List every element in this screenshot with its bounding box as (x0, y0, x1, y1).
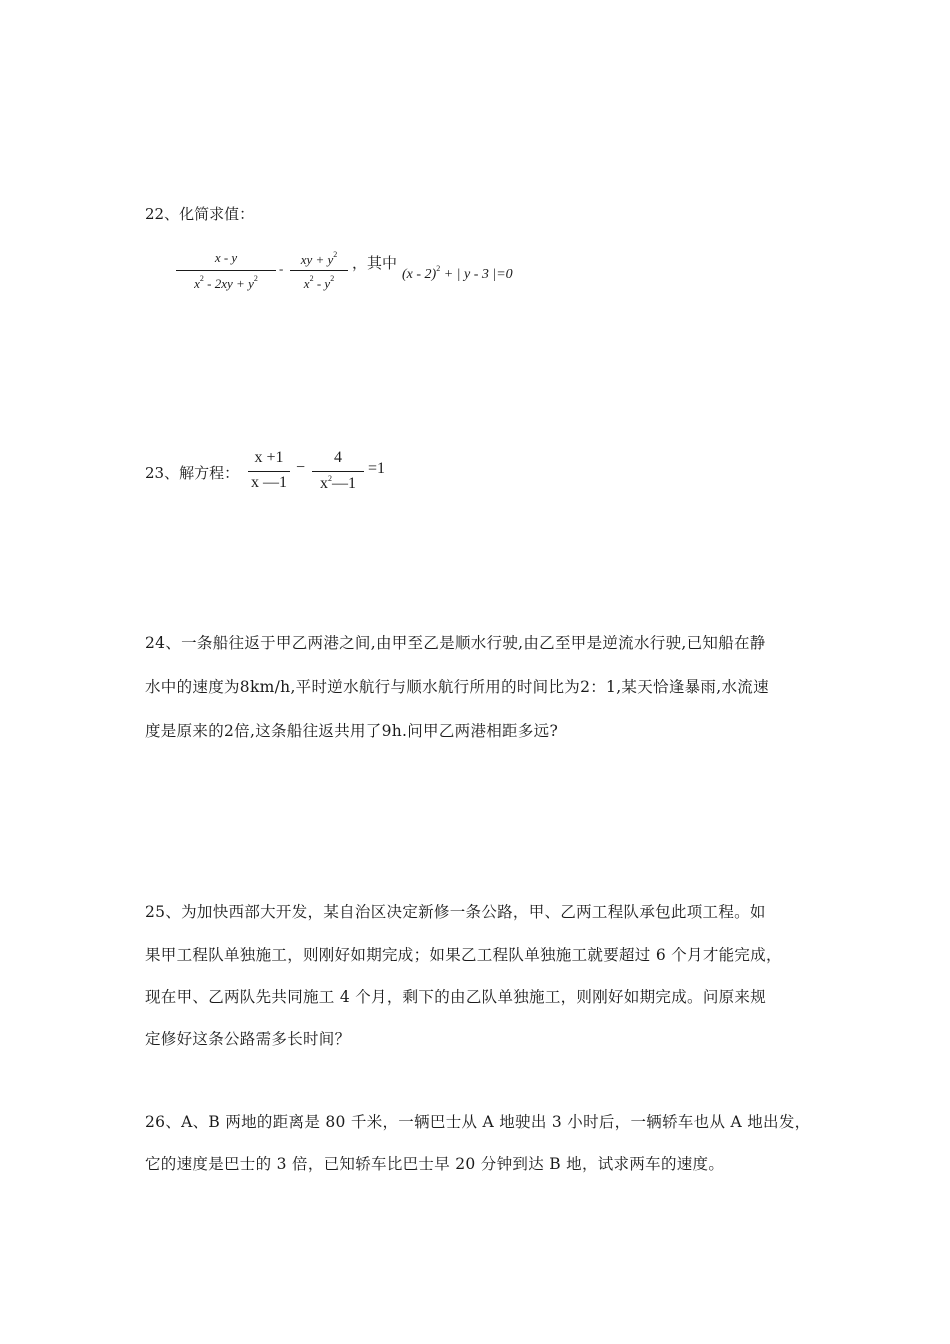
q25-line-4: 定修好这条公路需多长时间？ (145, 1030, 351, 1048)
q23-fraction-2 (312, 449, 364, 495)
q22-fraction-2-numerator: xy + $y^2$ (300, 250, 338, 267)
q23-fraction-1-numerator: x +1 (254, 449, 284, 466)
q24-line-3: 度是原来的2倍,这条船往返共用了9h.问甲乙两港相距多远? (145, 722, 559, 740)
q22-fraction-2-bar (290, 270, 348, 271)
q23-fraction-2-denominator: $x^2—1$ (320, 474, 356, 492)
q24-line-1: 24、一条船往返于甲乙两港之间,由甲至乙是顺水行驶,由乙至甲是逆流水行驶,已知船在静 (145, 634, 766, 652)
question-22-label: 22、化简求值： (145, 205, 255, 223)
q23-minus-sign: − (296, 459, 306, 476)
q23-fraction-2-numerator: 4 (334, 449, 342, 466)
q23-fraction-1-bar (248, 471, 290, 472)
q26-line-2: 它的速度是巴士的 3 倍，已知轿车比巴士早 20 分钟到达 B 地，试求两车的速度。 (145, 1155, 725, 1173)
q23-fraction-1 (248, 449, 290, 495)
question-23-label: 23、解方程： (145, 464, 240, 482)
q22-condition: (x - 2)$^2$ + | y - 3 |=0 (402, 264, 513, 282)
q22-fraction-1-bar (176, 270, 276, 271)
q22-fraction-2-denominator: $x^2 - y^2$ (303, 274, 335, 291)
q22-fraction-1-numerator: x - y (214, 250, 238, 265)
q25-line-2: 果甲工程队单独施工，则刚好如期完成；如果乙工程队单独施工就要超过 6 个月才能完成， (145, 946, 782, 964)
q22-minus-sign: - (279, 261, 284, 276)
q22-where-text: ，其中 (352, 254, 398, 272)
q24-line-2: 水中的速度为8km/h,平时逆水航行与顺水航行所用的时间比为2：1,某天恰逢暴雨,水流速 (145, 678, 769, 696)
q22-fraction-1 (176, 250, 276, 296)
q23-fraction-2-bar (312, 471, 364, 472)
q25-line-3: 现在甲、乙两队先共同施工 4 个月，剩下的由乙队单独施工，则刚好如期完成。问原来规 (145, 988, 767, 1006)
q23-fraction-1-denominator: x —1 (251, 474, 287, 491)
q22-fraction-2 (290, 250, 348, 296)
q22-fraction-1-denominator: $x^2 - 2xy + y^2$ (194, 274, 258, 291)
q25-line-1: 25、为加快西部大开发，某自治区决定新修一条公路，甲、乙两工程队承包此项工程。如 (145, 903, 766, 921)
q26-line-1: 26、A、B 两地的距离是 80 千米，一辆巴士从 A 地驶出 3 小时后，一辆轿车也从 A 地出发， (145, 1113, 811, 1131)
q23-equals-one: =1 (368, 460, 386, 477)
